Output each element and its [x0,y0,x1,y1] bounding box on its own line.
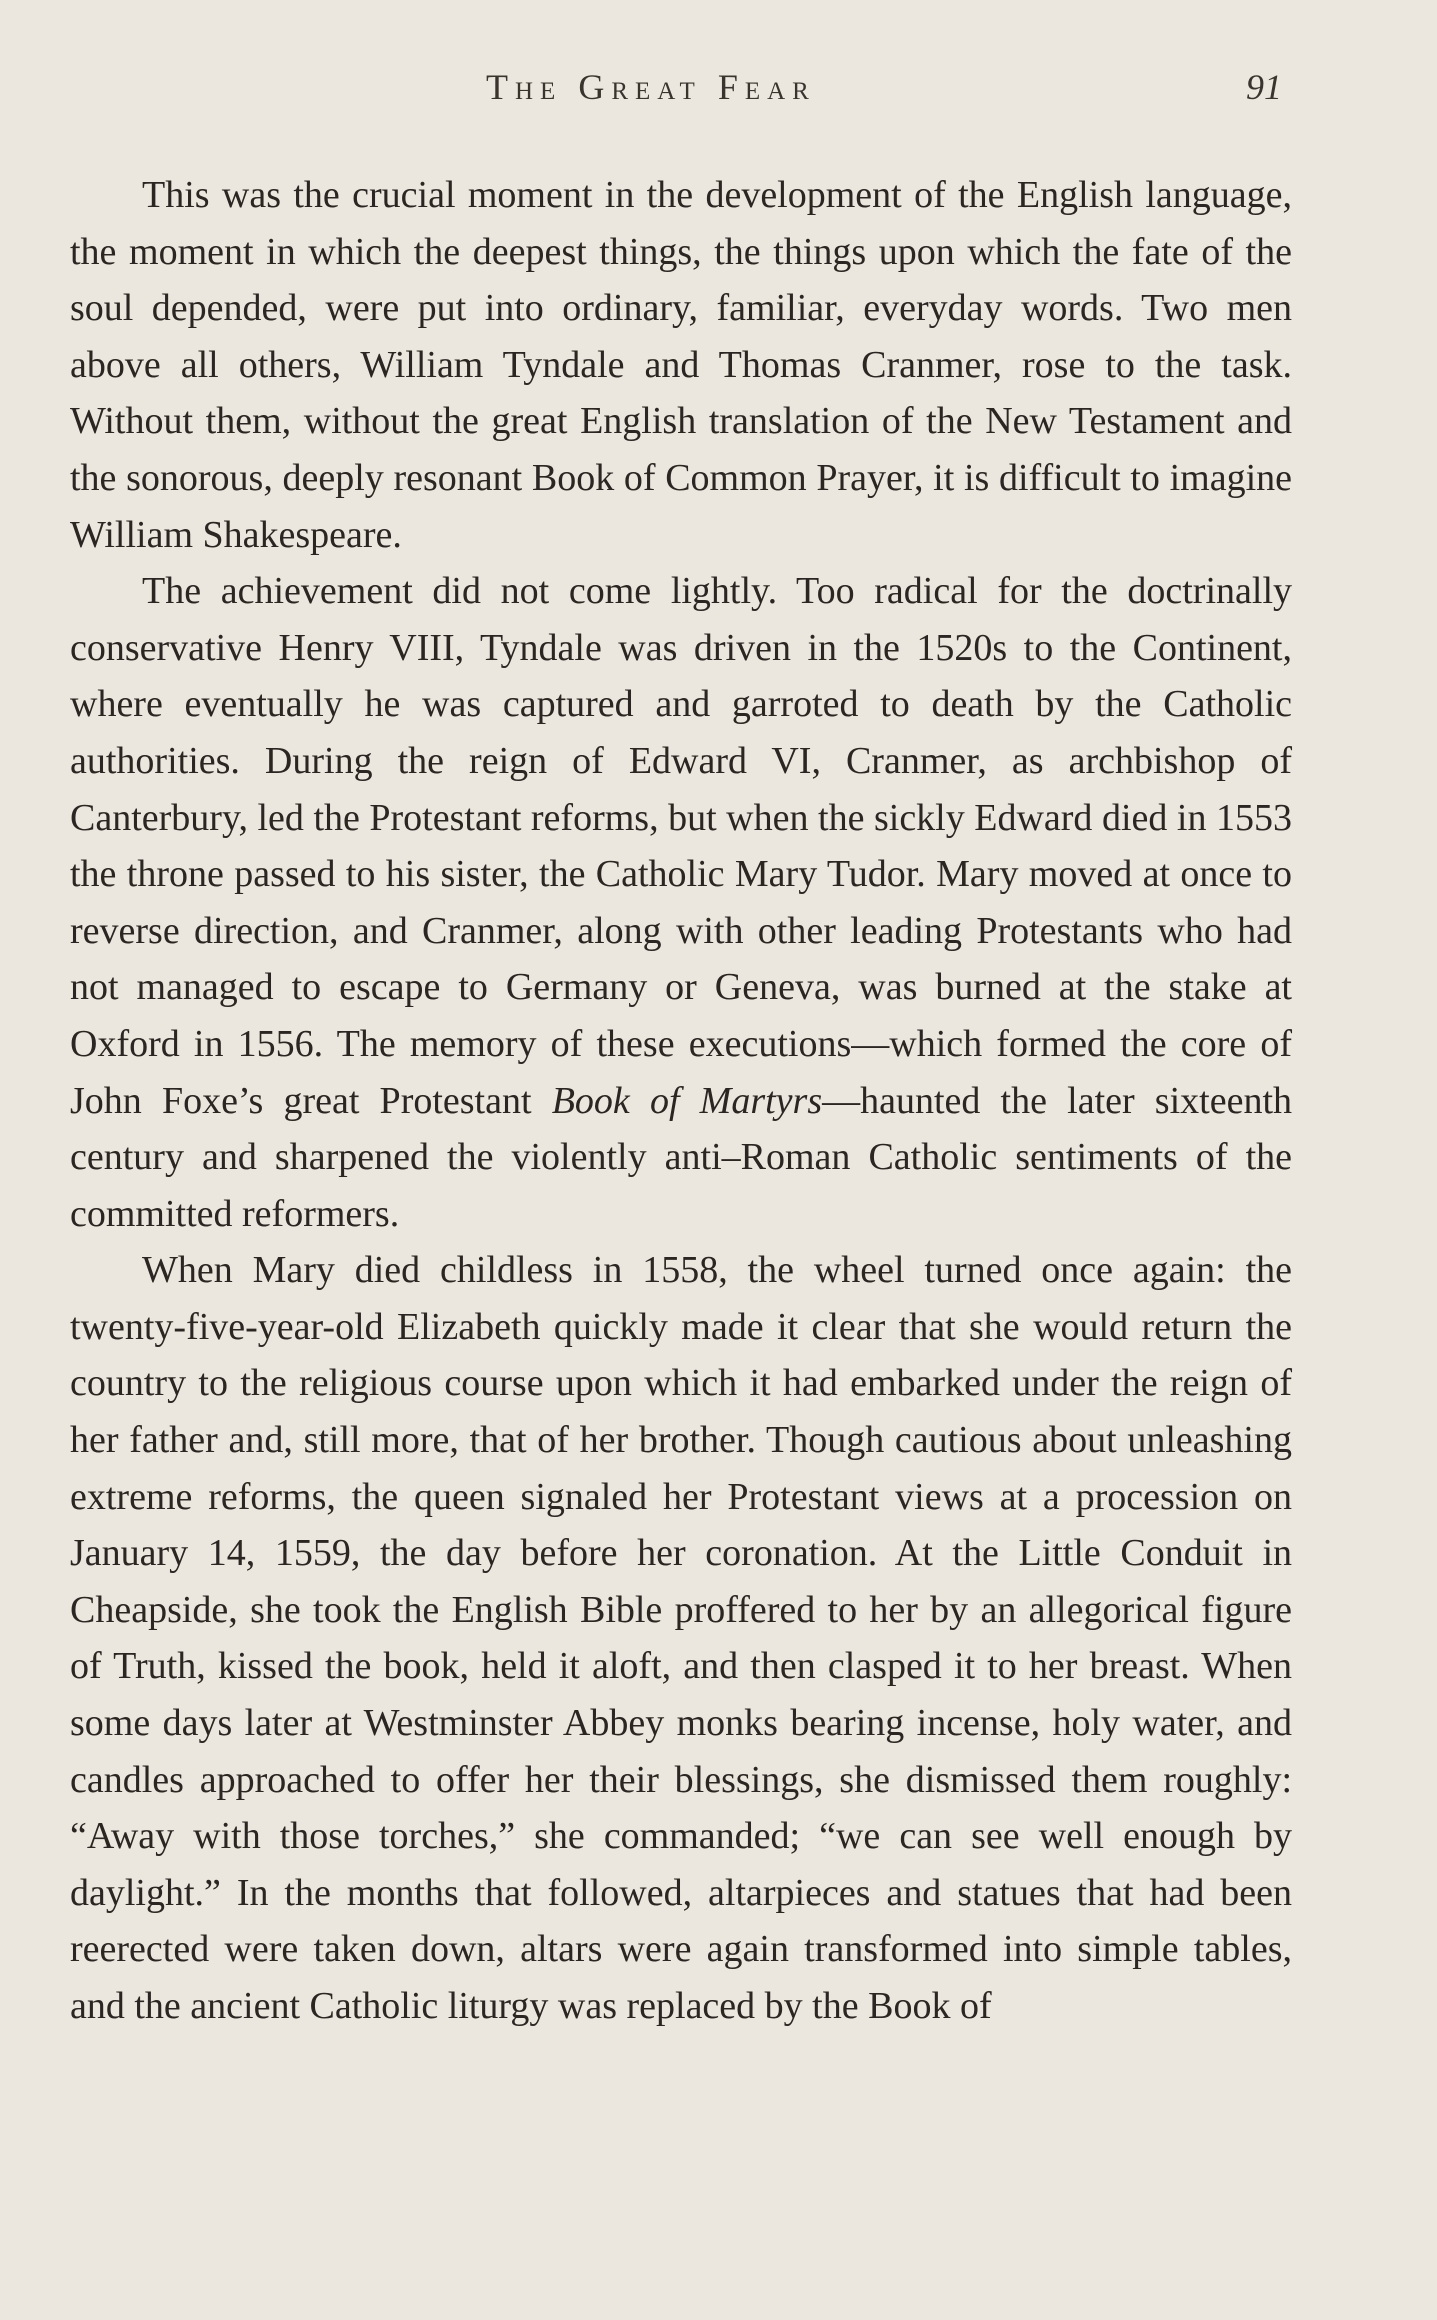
running-title: The Great Fear [486,67,816,107]
paragraph-2-text-end: —haunted the later sixteenth century and sharpened the violently anti–Roman Catholic sentiments of the committed reformers. [70,1079,1292,1235]
paragraph-2 [70,563,1292,1242]
book-title-italic: Book of Martyrs [551,1079,823,1122]
paragraph-3: When Mary died childless in 1558, the wheel turned once again: the twenty-five-year-old Elizabeth quickly made it clear that she would return the country to the religious course upon which it had embarked under the reign of her father and, still more, that of her brother. Though cautious about unleashing extreme reforms, the queen signaled her Protestant views at a procession on January 14, 1559, the day before her coronation. At the Little Conduit in Cheapside, she took the English Bible proffered to her by an allegorical figure of Truth, kissed the book, held it aloft, and then clasped it to her breast. When some days later at Westminster Abbey monks bearing incense, holy water, and candles approached to offer her their blessings, she dismissed them roughly: “Away with those torches,” she commanded; “we can see well enough by daylight.” In the months that followed, altarpieces and statues that had been reerected were taken down, altars were again transformed into simple tables, and the ancient Catholic liturgy was replaced by the Book of [70,1249,1292,2027]
paragraph-1: This was the crucial moment in the development of the English language, the moment in which the deepest things, the things upon which the fate of the soul depended, were put into ordinary, familiar, everyday words. Two men above all others, William Tyndale and Thomas Cranmer, rose to the task. Without them, without the great English translation of the New Testament and the sonorous, deeply resonant Book of Common Prayer, it is difficult to imagine William Shakespeare. [70,174,1292,556]
running-head [0,66,1437,116]
paragraph-2-text-start: The achievement did not come lightly. Too radical for the doctrinally conservative Henry VIII, Tyndale was driven in the 1520s to the Continent, where eventually he was captured and garroted to death by the Catholic authorities. During the reign of Edward VI, Cranmer, as archbishop of Canterbury, led the Protestant reforms, but when the sickly Edward died in 1553 the throne passed to his sister, the Catholic Mary Tudor. Mary moved at once to reverse direction, and Cranmer, along with other leading Protestants who had not managed to escape to Germany or Geneva, was burned at the stake at Oxford in 1556. The memory of these executions—which formed the core of John Foxe’s great Protestant [70,570,1292,1122]
body-text [70,167,1292,2035]
page-number: 91 [1246,67,1282,107]
